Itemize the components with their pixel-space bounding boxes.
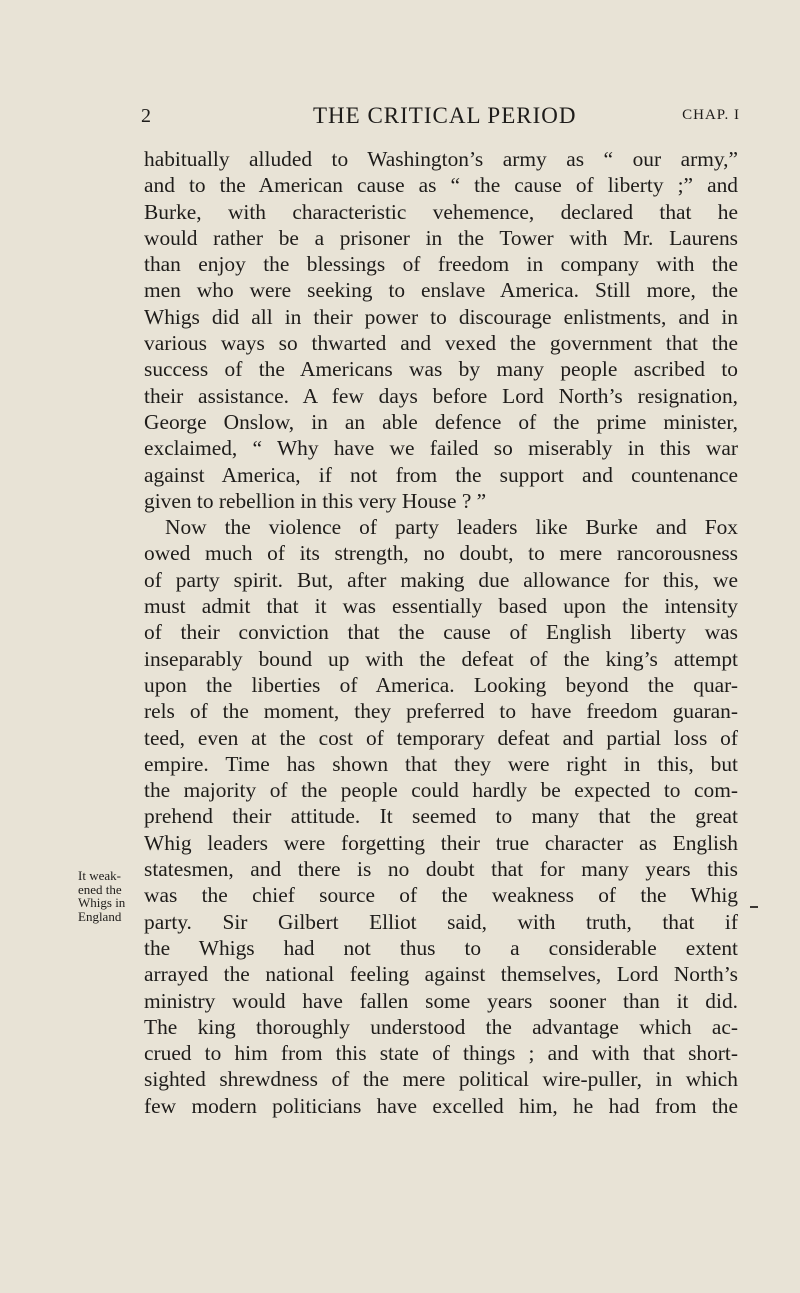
- margin-note-line: It weak-: [78, 868, 121, 883]
- page-number: 2: [141, 105, 152, 127]
- body-line: would rather be a prisoner in the Tower with Mr. Laurens: [144, 225, 738, 250]
- body-line: upon the liberties of America. Looking beyond the quar-: [144, 672, 738, 697]
- margin-note-line: ened the: [78, 881, 122, 897]
- body-line: teed, even at the cost of temporary defeat and partial loss of: [144, 725, 738, 750]
- body-line: was the chief source of the weakness of the Whig: [144, 883, 738, 908]
- body-line: ministry would have fallen some years sooner than it did.: [144, 988, 738, 1013]
- body-line: various ways so thwarted and vexed the government that the: [144, 331, 738, 356]
- body-line: party. Sir Gilbert Elliot said, with truth, that if: [144, 909, 738, 934]
- margin-note-line: England: [78, 908, 122, 924]
- body-line: rels of the moment, they preferred to have freedom guaran-: [144, 699, 738, 724]
- body-line: of their conviction that the cause of English liberty was: [144, 620, 738, 645]
- body-line: inseparably bound up with the defeat of the king’s attempt: [144, 646, 738, 671]
- body-line: statesmen, and there is no doubt that for many years this: [144, 857, 738, 882]
- body-line: George Onslow, in an able defence of the prime minister,: [144, 409, 738, 434]
- body-line: prehend their attitude. It seemed to many that the great: [144, 804, 738, 829]
- margin-note-line: Whigs in: [78, 895, 126, 910]
- body-line: crued to him from this state of things ; and with that short-: [144, 1041, 738, 1066]
- body-line: success of the Americans was by many people ascribed to: [144, 357, 738, 382]
- body-line: the majority of the people could hardly be expected to com-: [144, 778, 738, 803]
- body-line: empire. Time has shown that they were right in this, but: [144, 751, 738, 776]
- running-title: THE CRITICAL PERIOD: [313, 103, 577, 128]
- body-line: The king thoroughly understood the advantage which ac-: [144, 1014, 738, 1039]
- body-line: habitually alluded to Washington’s army as “ our army,”: [144, 147, 738, 171]
- body-line: and to the American cause as “ the cause of liberty ;” and: [144, 173, 738, 198]
- body-line: the Whigs had not thus to a considerable extent: [144, 935, 738, 960]
- chapter-label: CHAP. I: [682, 107, 740, 123]
- running-header: [141, 103, 742, 133]
- body-line: arrayed the national feeling against themselves, Lord North’s: [144, 962, 738, 987]
- body-line: exclaimed, “ Why have we failed so miserably in this war: [144, 436, 738, 461]
- body-line: owed much of its strength, no doubt, to mere rancorousness: [144, 541, 738, 566]
- body-line: of party spirit. But, after making due allowance for this, we: [144, 567, 738, 592]
- body-line: their assistance. A few days before Lord North’s resignation,: [144, 383, 738, 408]
- body-line: few modern politicians have excelled him, he had from the: [144, 1093, 738, 1118]
- body-line: must admit that it was essentially based upon the intensity: [144, 594, 738, 619]
- body-line: against America, if not from the support and countenance: [144, 462, 738, 487]
- body-line: given to rebellion in this very House ? ”: [144, 488, 487, 513]
- body-line: Burke, with characteristic vehemence, declared that he: [144, 199, 738, 224]
- paragraph-start: Now the violence of party leaders like Burke and Fox: [165, 515, 738, 540]
- body-text: [144, 146, 738, 1119]
- body-line: Whigs did all in their power to discourage enlistments, and in: [144, 304, 738, 329]
- margin-note: [78, 869, 142, 923]
- body-line: than enjoy the blessings of freedom in company with the: [144, 252, 738, 277]
- body-line: men who were seeking to enslave America. Still more, the: [144, 278, 738, 303]
- margin-mark: [750, 906, 758, 908]
- body-line: Whig leaders were forgetting their true character as English: [144, 830, 738, 855]
- body-line: sighted shrewdness of the mere political wire-puller, in which: [144, 1067, 738, 1092]
